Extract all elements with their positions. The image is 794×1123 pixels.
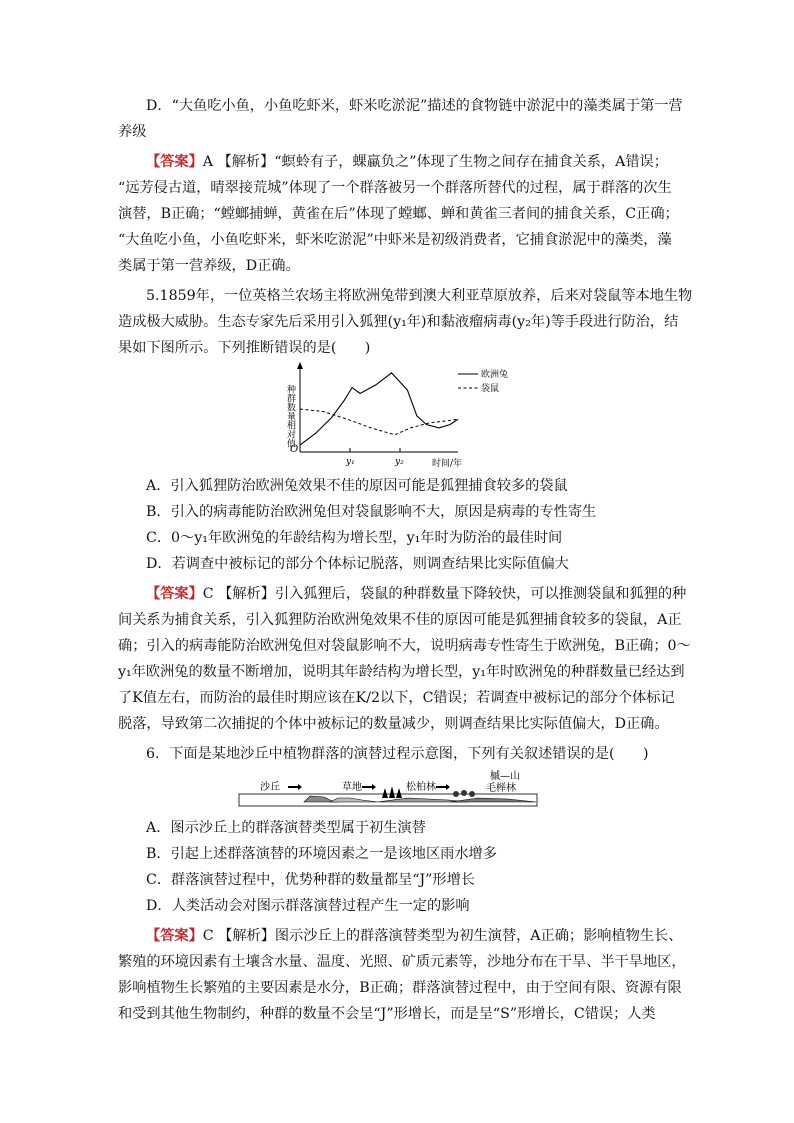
arrow-icon <box>362 784 376 790</box>
arrow-icon <box>288 784 302 790</box>
answer-6-line2: 繁殖的环境因素有土壤含水量、温度、光照、矿质元素等，沙地分布在干旱、半干旱地区， <box>118 954 686 970</box>
broadleaf-trees-icon <box>453 790 475 797</box>
answer-6-line3: 影响植物生长繁殖的主要因素是水分，B正确；群落演替过程中，由于空间有限、资源有限 <box>118 980 682 996</box>
answer-5-line1 <box>146 584 686 604</box>
answer-tag: 【答案】 <box>146 586 203 602</box>
stage-sand-dune: 沙丘 <box>260 782 280 793</box>
series-line-rabbit <box>300 373 458 445</box>
option-d-line2: 养级 <box>118 124 147 140</box>
y-axis-arrow <box>297 362 303 369</box>
stage-maple-beech-line1: 槭—山 <box>490 771 520 782</box>
answer-4-line1 <box>146 152 668 172</box>
answer-4-line3: 演替，B正确；“螳螂捕蝉，黄雀在后”体现了螳螂、蝉和黄雀三者间的捕食关系，C正确； <box>118 206 679 222</box>
answer-6-line4: 和受到其他生物制约，种群的数量不会呈“J”形增长，而是呈“S”形增长，C错误；人类 <box>118 1006 656 1022</box>
question-6-option-b: B．引起上述群落演替的环境因素之一是该地区雨水增多 <box>146 846 497 862</box>
pine-trees-icon <box>382 786 402 798</box>
answer-tag: 【答案】 <box>146 154 203 170</box>
question-5-line2: 造成极大威胁。生态专家先后采用引入狐狸(y₁年)和黏液瘤病毒(y₂年)等手段进行防治，结 <box>118 314 679 330</box>
question-5-option-a: A．引入狐狸防治欧洲兔效果不佳的原因可能是狐狸捕食较多的袋鼠 <box>146 478 568 494</box>
answer-4-line4: “大鱼吃小鱼，小鱼吃虾米，虾米吃淤泥”中虾米是初级消费者，它捕食淤泥中的藻类，藻 <box>118 232 672 248</box>
answer-6-text: C 【解析】图示沙丘上的群落演替类型为初生演替，A正确；影响植物生长、 <box>202 928 683 944</box>
stage-conifer-forest: 松柏林 <box>406 782 436 793</box>
question-5-line1: 5.1859年，一位英格兰农场主将欧洲兔带到澳大利亚草原放养，后来对袋鼠等本地生物 <box>146 288 693 304</box>
answer-5-line3: 确；引入的病毒能防治欧洲兔但对袋鼠影响不大，说明病毒专性寄生于欧洲兔，B正确；0～ <box>118 638 691 654</box>
arrow-icon <box>436 784 450 790</box>
tick-label-y2: y₂ <box>395 457 404 467</box>
final-ground-shape <box>450 798 536 802</box>
answer-5-line5: 了K值左右，而防治的最佳时期应该在K/2以下，C错误；若调查中被标记的部分个体标记 <box>118 690 675 706</box>
question-5-option-d: D．若调查中被标记的部分个体标记脱落，则调查结果比实际值偏大 <box>146 556 569 572</box>
answer-5-text: C 【解析】引入狐狸后，袋鼠的种群数量下降较快，可以推测袋鼠和狐狸的种 <box>202 586 687 602</box>
question-6-option-c: C．群落演替过程中，优势种群的数量都呈“J”形增长 <box>146 872 475 888</box>
tick-label-y1: y₁ <box>346 457 355 467</box>
question-5-line3: 果如下图所示。下列推断错误的是( ) <box>118 340 371 356</box>
answer-4-line2: “远芳侵古道，晴翠接荒城”体现了一个群落被另一个群落所替代的过程，属于群落的次生 <box>118 180 672 196</box>
question-5-option-b: B．引入的病毒能防治欧洲兔但对袋鼠影响不大，原因是病毒的专性寄生 <box>146 504 597 520</box>
answer-5-line2: 间关系为捕食关系，引入狐狸防治欧洲兔效果不佳的原因可能是狐狸捕食较多的袋鼠，A正 <box>118 612 682 628</box>
answer-tag: 【答案】 <box>146 928 203 944</box>
stage-maple-beech-line2: 毛榉林 <box>486 783 516 794</box>
y-axis-label: 种群数量相对值 <box>285 384 295 448</box>
answer-5-line4: y₁年欧洲兔的数量不断增加，说明其年龄结构为增长型，y₁年时欧洲兔的种群数量已经达到 <box>118 664 685 680</box>
answer-6-line1 <box>146 926 682 946</box>
grass-shape <box>330 798 378 802</box>
population-chart <box>282 360 532 472</box>
series-line-kangaroo <box>300 409 458 435</box>
answer-4-text: A 【解析】“螟蛉有子，蜾蠃负之”体现了生物之间存在捕食关系，A错误； <box>202 154 668 170</box>
legend-label-kangaroo: 袋鼠 <box>481 384 500 394</box>
axis-origin: O <box>290 444 299 455</box>
x-axis-label: 时间/年 <box>432 459 463 469</box>
question-6-option-a: A．图示沙丘上的群落演替类型属于初生演替 <box>146 820 426 836</box>
answer-4-line5: 类属于第一营养级，D正确。 <box>118 258 300 274</box>
answer-5-line6: 脱落，导致第二次捕捉的个体中被标记的数量减少，则调查结果比实际值偏大，D正确。 <box>118 716 669 732</box>
question-6-line1: 6．下面是某地沙丘中植物群落的演替过程示意图，下列有关叙述错误的是( ) <box>146 746 649 762</box>
question-6-option-d: D．人类活动会对图示群落演替过程产生一定的影响 <box>146 898 470 914</box>
stage-grassland: 草地 <box>342 782 362 793</box>
succession-diagram <box>238 770 538 812</box>
legend-label-rabbit: 欧洲兔 <box>481 370 509 380</box>
option-d-line1: D．“大鱼吃小鱼，小鱼吃虾米，虾米吃淤泥”描述的食物链中淤泥中的藻类属于第一营 <box>146 98 683 114</box>
question-5-option-c: C．0～y₁年欧洲兔的年龄结构为增长型，y₁年时为防治的最佳时间 <box>146 530 563 546</box>
